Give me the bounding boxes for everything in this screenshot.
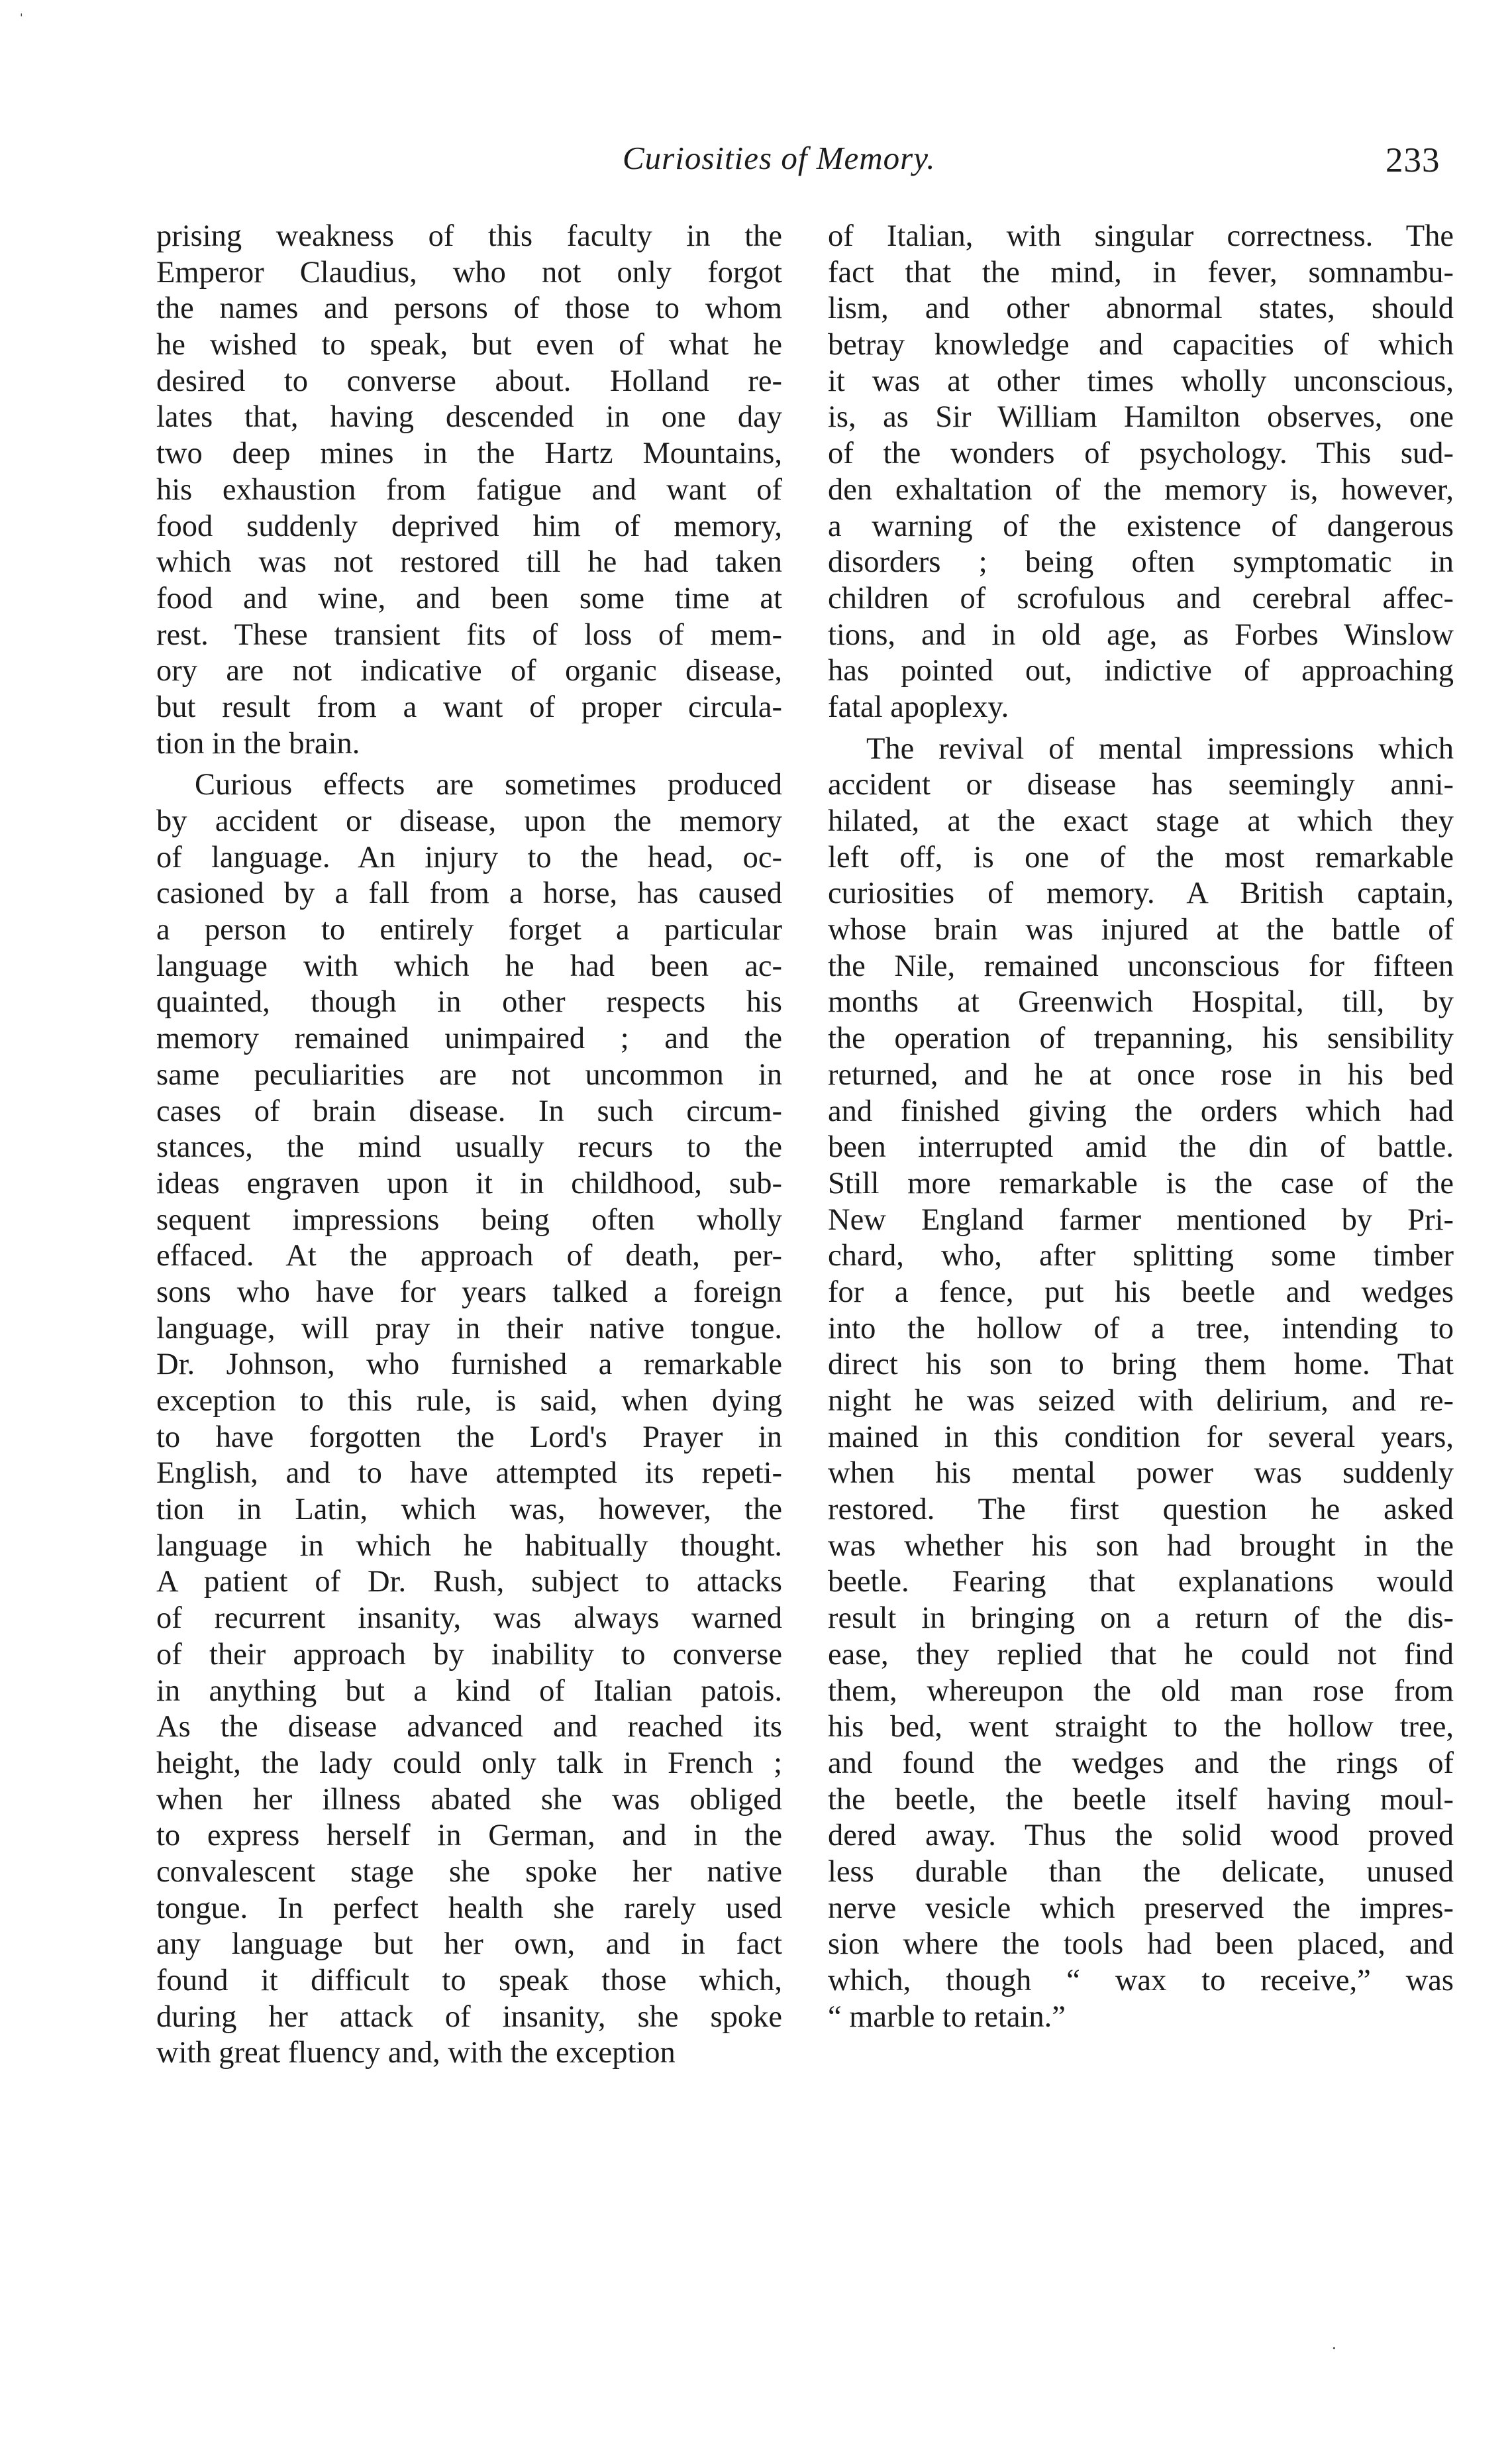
text-line: less durable than the delicate, unused [828, 1854, 1454, 1889]
running-title: Curiosities of Memory. [623, 140, 936, 176]
paragraph [828, 731, 1454, 2036]
text-line: height, the lady could only talk in French ; [156, 1746, 782, 1780]
page-number: 233 [1386, 141, 1440, 180]
text-line: beetle. Fearing that explanations would [828, 1565, 1454, 1599]
text-line: effaced. At the approach of death, per- [156, 1239, 782, 1273]
text-line: and found the wedges and the rings of [828, 1746, 1454, 1780]
text-line: of the wonders of psychology. This sud- [828, 437, 1454, 471]
text-line: Curious effects are sometimes produced [195, 768, 782, 802]
text-line: fact that the mind, in fever, somnambu- [828, 255, 1454, 290]
text-line: into the hollow of a tree, intending to [828, 1311, 1454, 1346]
text-line: rest. These transient fits of loss of mem- [156, 617, 782, 652]
text-line: A patient of Dr. Rush, subject to attacks [156, 1565, 782, 1599]
text-line: was whether his son had brought in the [828, 1528, 1454, 1563]
text-line: he wished to speak, but even of what he [156, 328, 782, 362]
text-line: tion in the brain. [156, 726, 360, 761]
text-line: found it difficult to speak those which, [156, 1964, 782, 1997]
text-line: the Nile, remained unconscious for fifteen [828, 949, 1454, 983]
text-line: English, and to have attempted its repeti- [156, 1456, 782, 1491]
text-line: desired to converse about. Holland re- [156, 364, 782, 398]
text-line: them, whereupon the old man rose from [828, 1673, 1454, 1708]
text-line: Emperor Claudius, who not only forgot [156, 255, 782, 290]
text-line: by accident or disease, upon the memory [156, 804, 782, 838]
text-line: months at Greenwich Hospital, till, by [828, 985, 1454, 1020]
text-line: dered away. Thus the solid wood proved [828, 1819, 1454, 1853]
text-line: accident or disease has seemingly anni- [828, 768, 1454, 802]
text-line: food suddenly deprived him of memory, [156, 509, 782, 543]
text-line: lates that, having descended in one day [156, 400, 782, 435]
paragraph [156, 767, 782, 2072]
text-line: sequent impressions being often wholly [156, 1202, 782, 1237]
text-line: of their approach by inability to converse [156, 1637, 782, 1671]
text-line: tions, and in old age, as Forbes Winslow [828, 617, 1454, 652]
text-line: of recurrent insanity, was always warned [156, 1601, 782, 1636]
text-line: “ marble to retain.” [828, 1999, 1066, 2034]
paragraph-gap [156, 762, 782, 767]
left-text-column [156, 219, 782, 2072]
text-line: to express herself in German, and in the [156, 1819, 782, 1853]
text-line: food and wine, and been some time at [156, 581, 782, 615]
text-line: sion where the tools had been placed, and [828, 1927, 1454, 1962]
text-line: cases of brain disease. In such circum- [156, 1094, 782, 1128]
text-line: New England farmer mentioned by Pri- [828, 1202, 1454, 1237]
text-line: night he was seized with delirium, and re- [828, 1384, 1454, 1418]
text-line: chard, who, after splitting some timber [828, 1239, 1454, 1273]
text-line: with great fluency and, with the exception [156, 2036, 676, 2070]
text-line: tion in Latin, which was, however, the [156, 1493, 782, 1527]
text-line: of language. An injury to the head, oc- [156, 840, 782, 875]
text-line: language, will pray in their native tongue. [156, 1311, 782, 1346]
text-line: left off, is one of the most remarkable [828, 840, 1454, 875]
text-line: the operation of trepanning, his sensibility [828, 1022, 1454, 1056]
text-line: result in bringing on a return of the dis- [828, 1601, 1454, 1636]
text-line: language with which he had been ac- [156, 949, 782, 983]
text-line: language in which he habitually thought. [156, 1528, 782, 1563]
text-line: the names and persons of those to whom [156, 292, 782, 326]
text-line: quainted, though in other respects his [156, 985, 782, 1020]
paragraph [828, 219, 1454, 726]
text-line: but result from a want of proper circula- [156, 690, 782, 724]
text-line: nerve vesicle which preserved the impres- [828, 1891, 1454, 1925]
text-line: exception to this rule, is said, when dying [156, 1384, 782, 1418]
text-line: any language but her own, and in fact [156, 1927, 782, 1962]
right-text-column [828, 219, 1454, 2035]
text-line: curiosities of memory. A British captain, [828, 876, 1454, 911]
text-line: betray knowledge and capacities of which [828, 328, 1454, 362]
text-line: a person to entirely forget a particular [156, 913, 782, 947]
text-line: to have forgotten the Lord's Prayer in [156, 1420, 782, 1454]
text-line: den exhaltation of the memory is, however, [828, 472, 1454, 507]
text-line: two deep mines in the Hartz Mountains, [156, 437, 782, 471]
text-line: returned, and he at once rose in his bed [828, 1057, 1454, 1092]
text-line: ideas engraven upon it in childhood, sub- [156, 1166, 782, 1200]
text-line: The revival of mental impressions which [866, 731, 1454, 766]
text-line: during her attack of insanity, she spoke [156, 1999, 782, 2034]
text-line: memory remained unimpaired ; and the [156, 1022, 782, 1056]
text-line: hilated, at the exact stage at which they [828, 804, 1454, 838]
text-line: which, though “ wax to receive,” was [828, 1964, 1454, 1997]
text-line: lism, and other abnormal states, should [828, 292, 1454, 326]
text-line: convalescent stage she spoke her native [156, 1854, 782, 1889]
text-line: children of scrofulous and cerebral affec- [828, 581, 1454, 615]
text-line: As the disease advanced and reached its [156, 1710, 782, 1744]
text-line: and finished giving the orders which had [828, 1094, 1454, 1128]
text-line: the beetle, the beetle itself having moul- [828, 1782, 1454, 1817]
text-line: ease, they replied that he could not find [828, 1637, 1454, 1671]
scan-mark: ˈ [19, 11, 25, 30]
text-line: disorders ; being often symptomatic in [828, 545, 1454, 580]
text-line: his bed, went straight to the hollow tree, [828, 1710, 1454, 1744]
text-line: ory are not indicative of organic disease, [156, 654, 782, 688]
text-line: fatal apoplexy. [828, 690, 1009, 724]
text-line: sons who have for years talked a foreign [156, 1275, 782, 1309]
text-line: Still more remarkable is the case of the [828, 1166, 1454, 1200]
paragraph [156, 219, 782, 762]
text-line: whose brain was injured at the battle of [828, 913, 1454, 947]
text-line: same peculiarities are not uncommon in [156, 1057, 782, 1092]
text-line: prising weakness of this faculty in the [156, 219, 782, 253]
text-line: in anything but a kind of Italian patois. [156, 1673, 782, 1708]
text-line: been interrupted amid the din of battle. [828, 1130, 1454, 1165]
text-line: casioned by a fall from a horse, has caused [156, 876, 782, 911]
text-line: has pointed out, indictive of approaching [828, 654, 1454, 688]
text-line: which was not restored till he had taken [156, 545, 782, 580]
text-line: Dr. Johnson, who furnished a remarkable [156, 1348, 782, 1382]
text-line: restored. The first question he asked [828, 1493, 1454, 1527]
text-line: stances, the mind usually recurs to the [156, 1130, 782, 1165]
text-line: tongue. In perfect health she rarely used [156, 1891, 782, 1925]
text-line: when her illness abated she was obliged [156, 1782, 782, 1817]
text-line: direct his son to bring them home. That [828, 1348, 1454, 1382]
text-line: is, as Sir William Hamilton observes, one [828, 400, 1454, 435]
paragraph-gap [828, 726, 1454, 731]
text-line: a warning of the existence of dangerous [828, 509, 1454, 543]
text-line: mained in this condition for several years, [828, 1420, 1454, 1454]
scan-mark: · [1331, 2339, 1337, 2358]
text-line: when his mental power was suddenly [828, 1456, 1454, 1491]
text-line: of Italian, with singular correctness. The [828, 219, 1454, 253]
text-line: his exhaustion from fatigue and want of [156, 472, 782, 507]
text-line: for a fence, put his beetle and wedges [828, 1275, 1454, 1309]
text-line: it was at other times wholly unconscious, [828, 364, 1454, 398]
